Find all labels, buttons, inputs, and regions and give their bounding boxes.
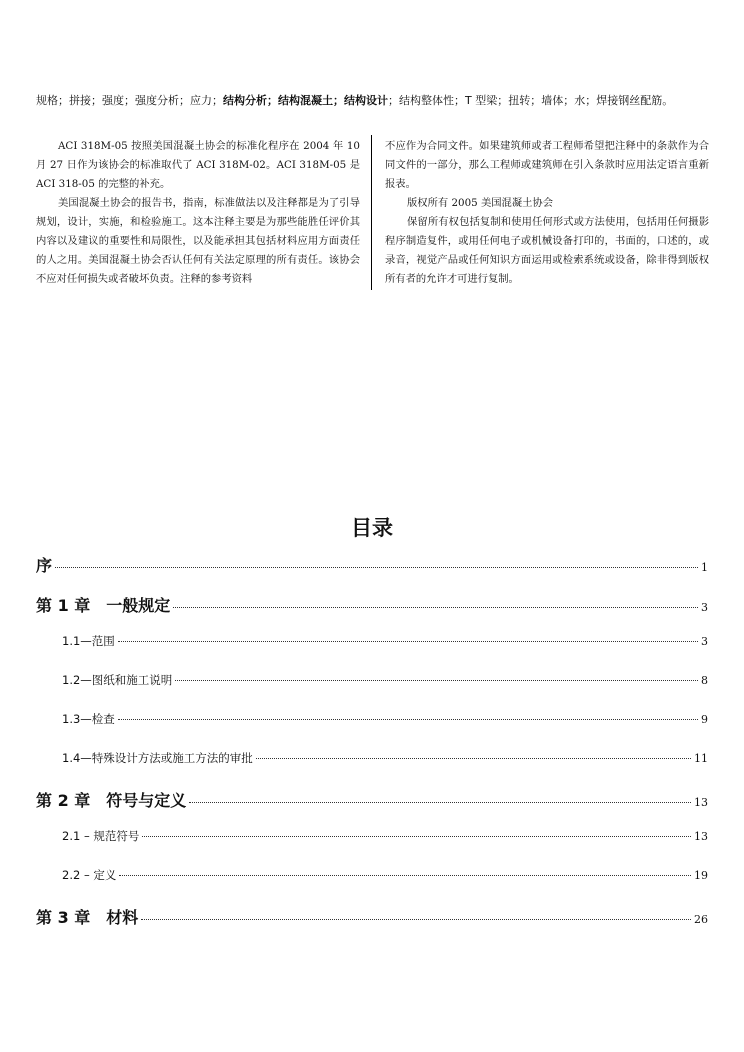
toc-leader-dots	[189, 801, 691, 803]
toc-entry-2-1[interactable]	[62, 828, 708, 844]
toc-entry-page: 3	[701, 601, 708, 614]
left-text-column	[36, 137, 360, 289]
toc-entry-label: 第 3 章 材料	[36, 908, 139, 927]
toc-leader-dots	[141, 918, 691, 920]
toc-title: 目录	[351, 516, 393, 540]
toc-entry-page: 9	[701, 713, 708, 726]
toc-entry-label: 1.4—特殊设计方法或施工方法的审批	[62, 751, 253, 765]
toc-leader-dots	[118, 640, 698, 642]
keywords-part2: ；结构整体性；T 型梁；扭转；墙体；水；焊接钢丝配筋。	[388, 94, 674, 107]
keywords-line	[36, 93, 716, 109]
toc-leader-dots	[55, 566, 698, 568]
right-paragraph-1: 不应作为合同文件。如果建筑师或者工程师希望把注释中的条款作为合同文件的一部分，那么工程师或建筑师在引入条款时应用法定语言重新报表。	[385, 140, 709, 190]
toc-leader-dots	[118, 718, 698, 720]
toc-leader-dots	[119, 874, 691, 876]
column-divider	[371, 135, 372, 290]
toc-leader-dots	[256, 757, 691, 759]
copyright-line: 版权所有 2005 美国混凝土协会	[407, 197, 554, 209]
toc-entry-chapter-2[interactable]	[36, 788, 708, 811]
keywords-bold: 结构分析；结构混凝土；结构设计	[223, 94, 388, 107]
toc-leader-dots	[142, 835, 691, 837]
toc-entry-page: 8	[701, 674, 708, 687]
toc-entry-label: 第 2 章 符号与定义	[36, 791, 187, 810]
toc-entry-page: 13	[694, 830, 708, 843]
toc-entry-label: 1.3—检查	[62, 712, 115, 726]
toc-entry-page: 19	[694, 869, 708, 882]
toc-entry-label: 第 1 章 一般规定	[36, 596, 171, 615]
toc-entry-chapter-3[interactable]	[36, 905, 708, 928]
toc-entry-label: 1.1—范围	[62, 634, 115, 648]
toc-entry-label: 2.1 – 规范符号	[62, 829, 140, 843]
toc-entry-label: 1.2—图纸和施工说明	[62, 673, 173, 687]
right-text-column	[385, 137, 709, 289]
left-paragraph-1: ACI 318M-05 按照美国混凝土协会的标准化程序在 2004 年 10 月 27 日作为该协会的标准取代了 ACI 318M-02。ACI 318M-05 是 ACI 318-05 的完整的补充。	[36, 140, 360, 190]
toc-entry-1-1[interactable]	[62, 633, 708, 649]
toc-entry-page: 3	[701, 635, 708, 648]
toc-entry-1-2[interactable]	[62, 672, 708, 688]
keywords-part1: 规格；拼接；强度；强度分析；应力；	[36, 94, 223, 107]
toc-entry-page: 11	[694, 752, 708, 765]
toc-entry-page: 1	[701, 561, 708, 574]
toc-entry-label: 序	[36, 556, 53, 575]
left-paragraph-2: 美国混凝土协会的报告书，指南，标准做法以及注释都是为了引导规划，设计，实施，和检验施工。这本注释主要是为那些能胜任评价其内容以及建议的重要性和局限性，以及能承担其包括材料应用方面责任的人之用。美国混凝土协会否认任何有关法定原理的所有责任。该协会不应对任何损失或者破坏负责。注释的参考资料	[36, 197, 360, 285]
toc-entry-2-2[interactable]	[62, 867, 708, 883]
right-paragraph-3: 保留所有权包括复制和使用任何形式或方法使用，包括用任何摄影程序制造复件，或用任何电子或机械设备打印的，书面的，口述的，或录音，视觉产品或任何知识方面运用或检索系统或设备，除非得到版权所有者的允许才可进行复制。	[385, 216, 709, 285]
toc-entry-1-3[interactable]	[62, 711, 708, 727]
toc-entry-page: 26	[694, 913, 708, 926]
toc-entry-chapter-1[interactable]	[36, 593, 708, 616]
toc-leader-dots	[175, 679, 698, 681]
toc-entry-page: 13	[694, 796, 708, 809]
toc-leader-dots	[173, 606, 698, 608]
toc-entry-preface[interactable]	[36, 553, 708, 576]
toc-entry-label: 2.2 – 定义	[62, 868, 117, 882]
toc-entry-1-4[interactable]	[62, 750, 708, 766]
